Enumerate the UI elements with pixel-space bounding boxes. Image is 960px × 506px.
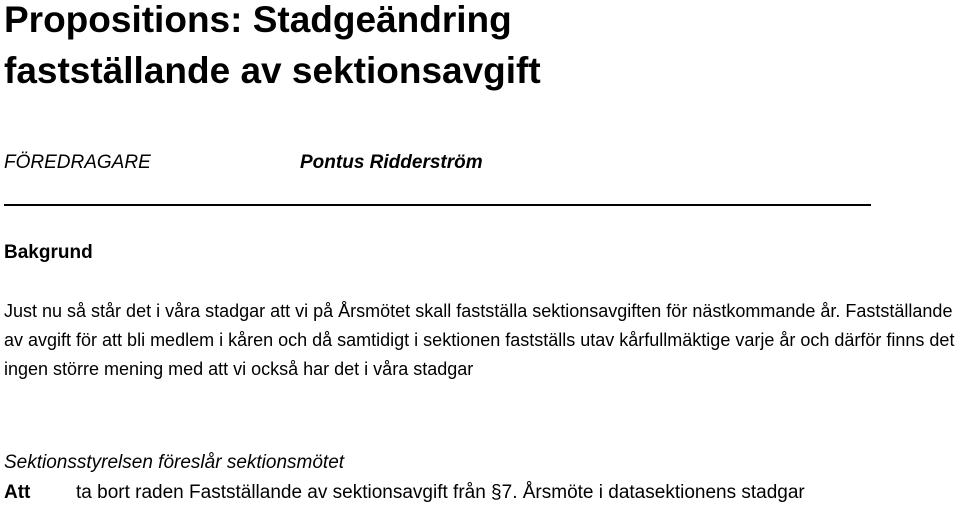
motion-text: ta bort raden Fastställande av sektionsavgift från §7. Årsmöte i datasektionens stadgar: [76, 482, 805, 503]
title-line-1: Propositions: Stadgeändring: [4, 0, 512, 40]
speaker-label: FÖREDRAGARE: [4, 152, 151, 173]
body-paragraph: Just nu så står det i våra stadgar att vi på Årsmötet skall fastställa sektionsavgiften för nästkommande år. Fastställande av avgift för att bli medlem i kåren och då samtidigt i sektionen fastställs utav kårfullmäktige varje år och därför finns det ingen större mening med att vi också har det i våra stadgar: [4, 301, 955, 379]
section-heading: Bakgrund: [4, 242, 93, 263]
speaker-name: Pontus Ridderström: [300, 152, 483, 173]
title-line-2: fastställande av sektionsavgift: [4, 50, 541, 91]
document-title: [4, 0, 541, 96]
horizontal-divider: [4, 204, 871, 206]
motion-keyword: Att: [4, 482, 31, 503]
proposer-line: Sektionsstyrelsen föreslår sektionsmötet: [4, 452, 345, 473]
